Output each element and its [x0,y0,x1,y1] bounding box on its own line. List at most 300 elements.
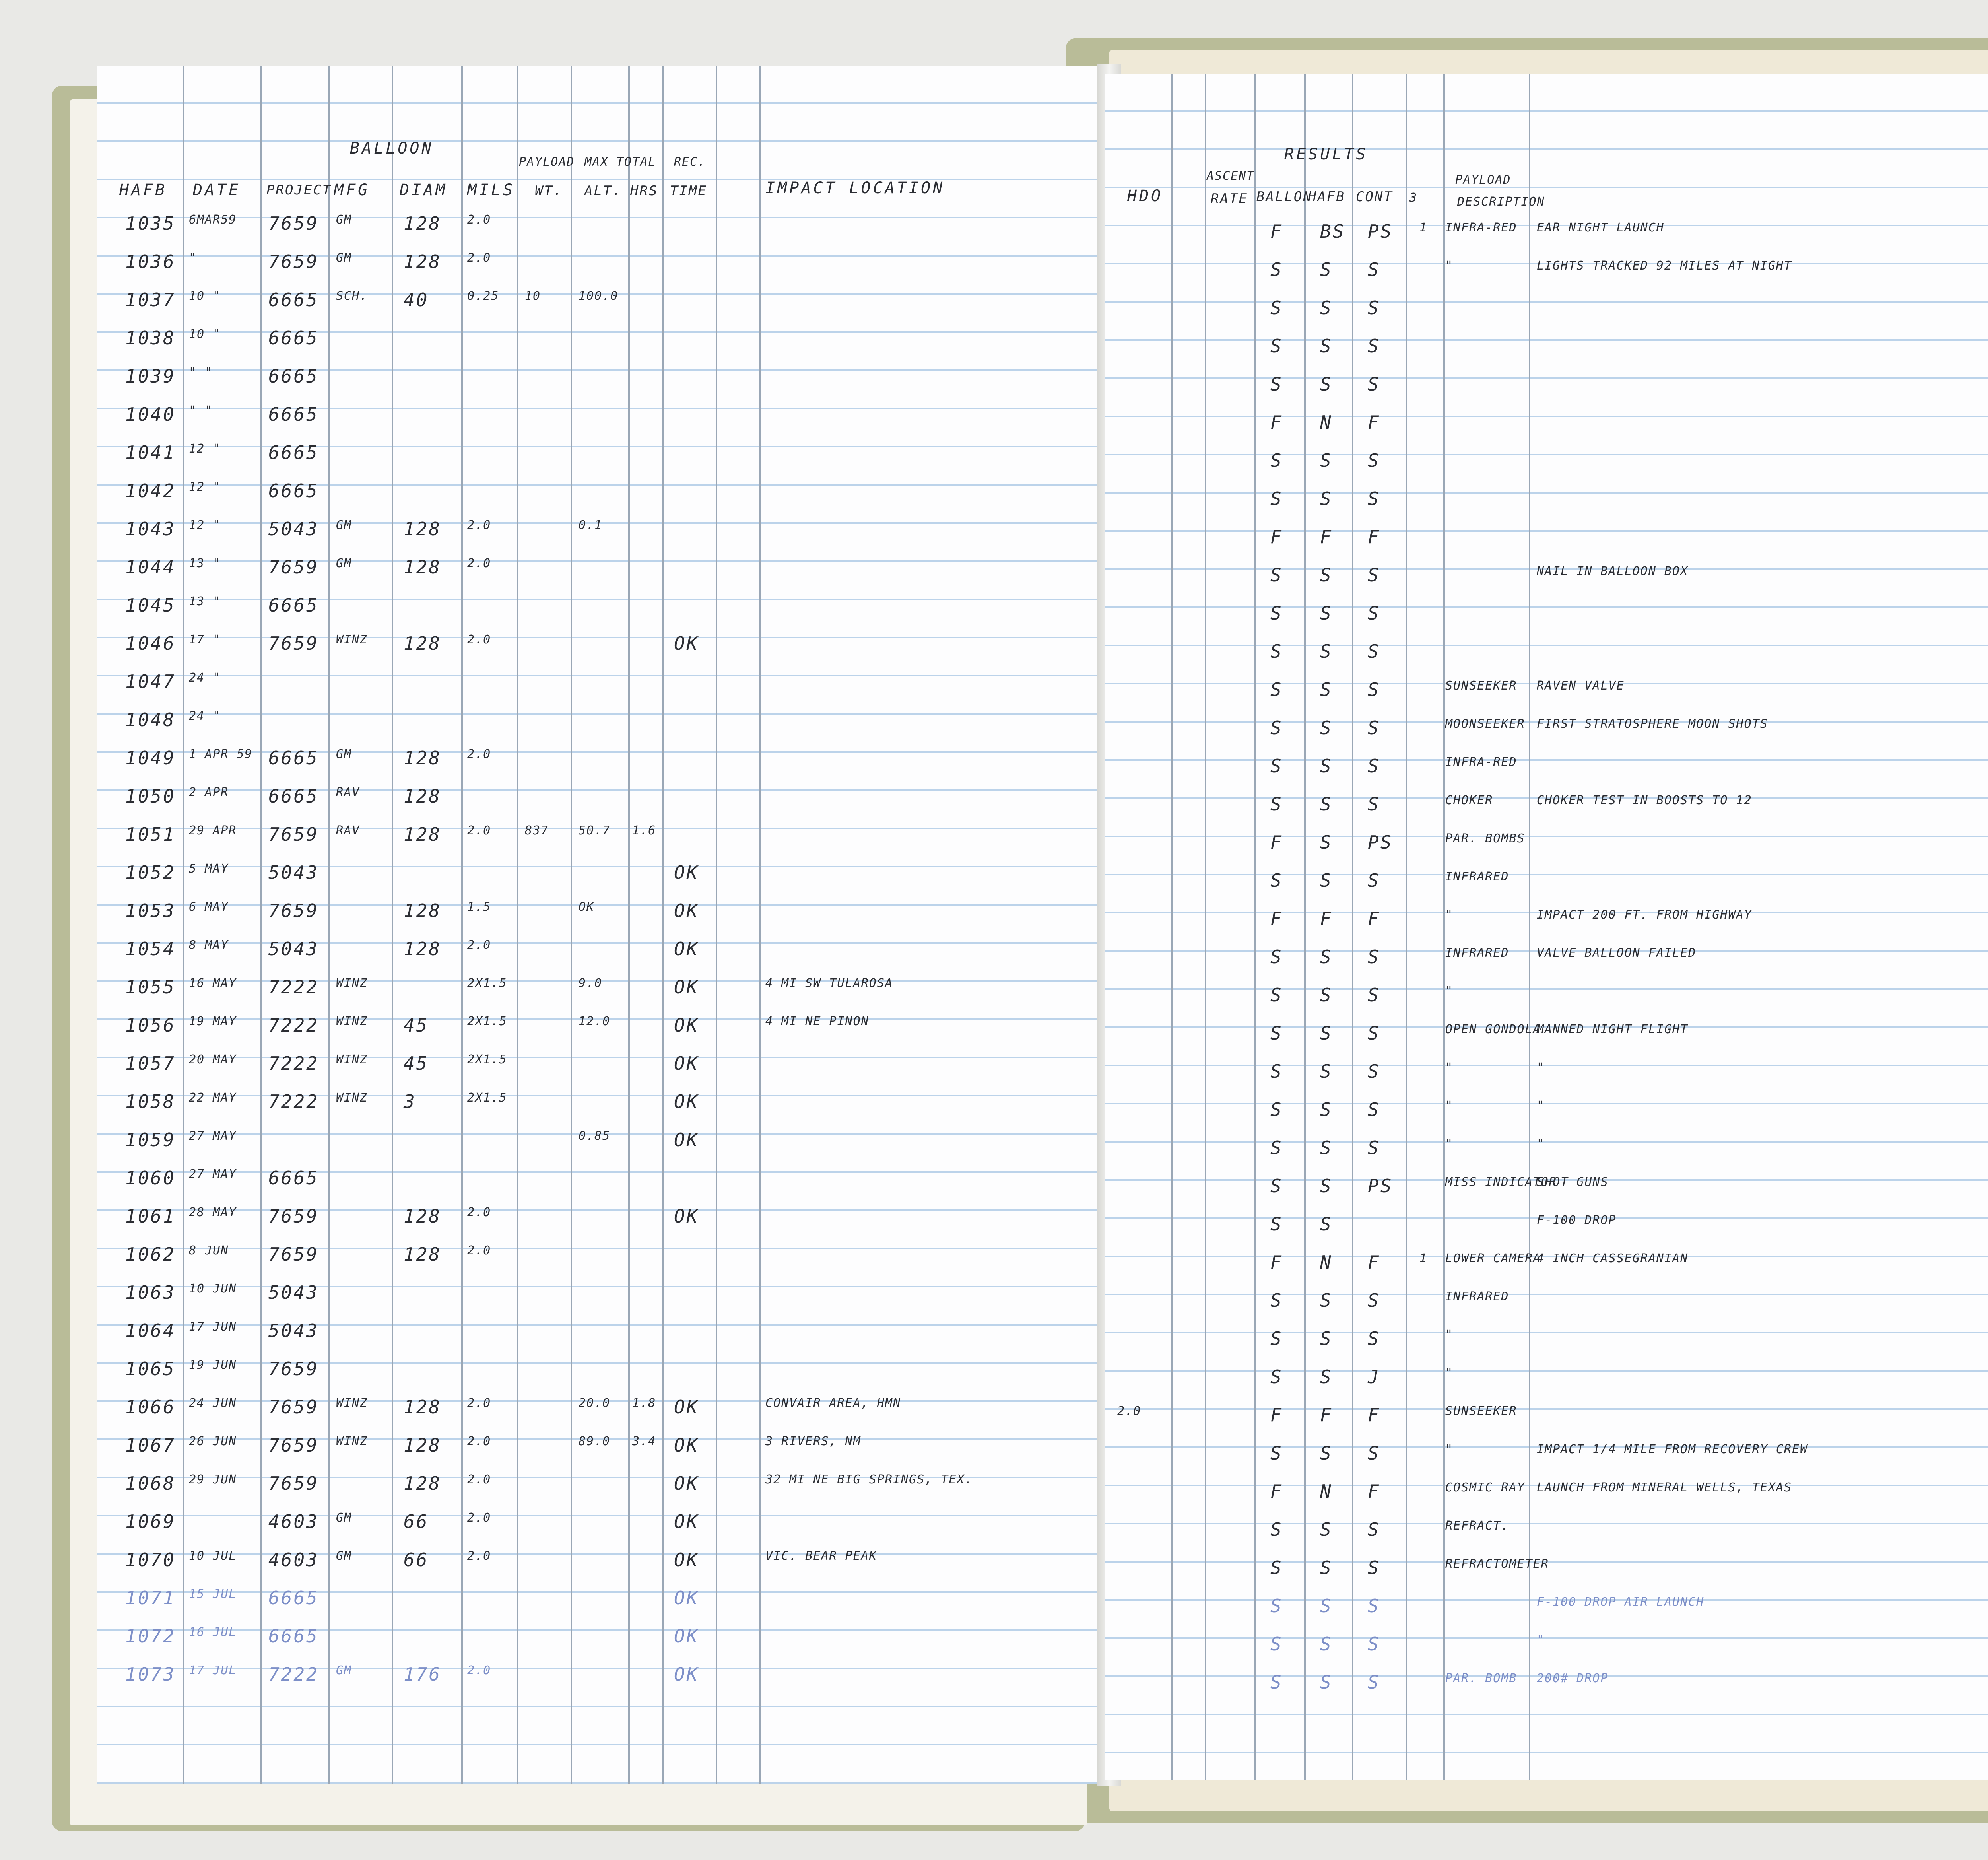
entry-mfg: WINZ [336,976,368,990]
entry-number: 1050 [125,785,176,807]
result-payload: CHOKER [1445,793,1493,807]
result-payload: " [1445,984,1454,998]
entry-diam: 128 [404,1434,442,1456]
entry-number: 1047 [125,671,176,692]
entry-number: 1037 [125,289,176,311]
entry-date: 12 " [189,442,221,456]
entry-rec-time: OK [674,633,699,654]
result-payload: " [1445,259,1454,273]
result-hafb: N [1320,412,1333,433]
entry-rec-time: OK [674,1473,699,1494]
result-cont: PS [1368,1175,1393,1197]
entry-diam: 40 [404,289,429,311]
entry-date: 17 JUL [189,1664,237,1677]
entry-project: 7659 [268,251,319,272]
entry-number: 1044 [125,556,176,578]
entry-project: 7222 [268,976,319,998]
result-description: MANNED NIGHT FLIGHT [1537,1022,1689,1036]
entry-number: 1056 [125,1015,176,1036]
entry-project: 7659 [268,1244,319,1265]
entry-diam: 128 [404,633,442,654]
column-rule [1171,74,1173,1780]
entry-project: 5043 [268,938,319,960]
entry-date: 22 MAY [189,1091,237,1105]
entry-mfg: GM [336,518,352,532]
header-payload-bottom: WT. [535,183,563,199]
entry-project: 7659 [268,1205,319,1227]
result-description: FIRST STRATOSPHERE MOON SHOTS [1537,717,1768,731]
result-cont: J [1368,1366,1380,1388]
entry-total-hrs: 3.4 [632,1434,656,1448]
result-cont: S [1368,984,1380,1006]
balloon-group-label: BALLOON [350,139,434,157]
entry-mils: 2X1.5 [467,976,507,990]
entry-diam: 45 [404,1053,429,1074]
entry-mils: 2.0 [467,824,491,838]
entry-date: 24 " [189,709,221,723]
entry-diam: 128 [404,785,442,807]
header-project: PROJECT [266,182,332,198]
entry-project: 6665 [268,1587,319,1609]
entry-project: 7222 [268,1053,319,1074]
result-description: EAR NIGHT LAUNCH [1537,221,1664,235]
entry-impact-location: 4 MI SW TULAROSA [765,976,893,990]
entry-max-alt: 9.0 [579,976,603,990]
entry-mils: 2.0 [467,1549,491,1563]
entry-date: 6MAR59 [189,213,237,227]
entry-max-alt: 12.0 [579,1015,611,1028]
entry-project: 6665 [268,1167,319,1189]
entry-mfg: GM [336,213,352,227]
entry-number: 1045 [125,595,176,616]
entry-number: 1038 [125,327,176,349]
header-payload-top: PAYLOAD [519,155,575,169]
column-rule [1304,74,1306,1780]
entry-mils: 2.0 [467,747,491,761]
entry-diam: 3 [404,1091,416,1112]
entry-number: 1041 [125,442,176,463]
result-hafb: S [1320,488,1333,509]
result-cont: F [1368,1404,1380,1426]
entry-number: 1071 [125,1587,176,1609]
result-hafb: S [1320,755,1333,777]
entry-number: 1057 [125,1053,176,1074]
result-hafb: S [1320,1175,1333,1197]
entry-rec-time: OK [674,1549,699,1570]
entry-mils: 2.0 [467,1396,491,1410]
entry-project: 6665 [268,365,319,387]
entry-project: 4603 [268,1549,319,1570]
result-balloon: F [1270,832,1283,853]
entry-date: 10 JUN [189,1282,237,1296]
column-rule [1443,74,1445,1780]
entry-date: 29 JUN [189,1473,237,1487]
entry-mfg: WINZ [336,1053,368,1067]
result-balloon: S [1270,755,1283,777]
result-balloon: F [1270,1481,1283,1502]
result-balloon: F [1270,526,1283,548]
header-max-top: MAX [584,155,609,169]
result-cont: PS [1368,832,1393,853]
result-description: " [1537,1061,1545,1075]
result-balloon: S [1270,1213,1283,1235]
entry-mils: 2.0 [467,1244,491,1257]
entry-diam: 128 [404,900,442,921]
result-cont: S [1368,793,1380,815]
column-rule [183,66,184,1784]
column-rule [662,66,664,1784]
result-hafb: S [1320,946,1333,968]
entry-mils: 2.0 [467,1664,491,1677]
entry-diam: 128 [404,556,442,578]
header-ascent-top: ASCENT [1207,169,1255,183]
result-description: 4 INCH CASSEGRANIAN [1537,1252,1689,1265]
entry-mils: 0.25 [467,289,499,303]
entry-project: 7659 [268,824,319,845]
entry-rec-time: OK [674,1205,699,1227]
entry-date: 10 " [189,327,221,341]
entry-date: 16 MAY [189,976,237,990]
entry-rec-time: OK [674,1587,699,1609]
result-balloon: S [1270,1671,1283,1693]
result-description: IMPACT 200 FT. FROM HIGHWAY [1537,908,1752,922]
entry-project: 6665 [268,404,319,425]
result-hafb: S [1320,450,1333,471]
result-description: " [1537,1633,1545,1647]
entry-diam: 128 [404,1205,442,1227]
header-extra: 3 [1409,191,1418,205]
header-hafb: HAFB [119,181,167,199]
result-payload: MISS INDICATOR [1445,1175,1557,1189]
result-balloon: S [1270,1061,1283,1082]
entry-diam: 128 [404,213,442,234]
result-hafb: S [1320,373,1333,395]
column-rule [716,66,717,1784]
entry-diam: 128 [404,824,442,845]
entry-diam: 128 [404,1396,442,1418]
entry-mils: 2X1.5 [467,1015,507,1028]
entry-number: 1039 [125,365,176,387]
entry-date: " " [189,365,213,379]
results-group-label: RESULTS [1284,145,1368,163]
result-payload: INFRARED [1445,870,1509,884]
result-payload: " [1445,1099,1454,1113]
result-balloon: S [1270,450,1283,471]
column-rule [1529,74,1530,1780]
result-balloon: S [1270,984,1283,1006]
result-cont: S [1368,1328,1380,1349]
entry-date: 10 JUL [189,1549,237,1563]
entry-mils: 2.0 [467,1511,491,1525]
result-cont: S [1368,335,1380,357]
result-hafb: S [1320,1061,1333,1082]
result-payload: SUNSEEKER [1445,1404,1517,1418]
result-hafb: S [1320,603,1333,624]
entry-rec-time: OK [674,1396,699,1418]
result-payload: PAR. BOMB [1445,1671,1517,1685]
column-rule [517,66,518,1784]
result-balloon: S [1270,641,1283,662]
entry-number: 1042 [125,480,176,501]
result-description: LIGHTS TRACKED 92 MILES AT NIGHT [1537,259,1792,273]
entry-date: 10 " [189,289,221,303]
entry-project: 6665 [268,747,319,769]
entry-mils: 2.0 [467,251,491,265]
result-balloon: S [1270,259,1283,280]
entry-payload-wt: 10 [525,289,541,303]
result-cont: PS [1368,221,1393,242]
result-cont: S [1368,1671,1380,1693]
entry-impact-location: 4 MI NE PINON [765,1015,869,1028]
result-cont: S [1368,641,1380,662]
header-rec-bottom: TIME [670,183,707,199]
entry-date: 24 " [189,671,221,685]
column-rule [328,66,330,1784]
result-cont: S [1368,564,1380,586]
result-cont: S [1368,488,1380,509]
result-balloon: S [1270,793,1283,815]
result-balloon: F [1270,412,1283,433]
entry-date: 1 APR 59 [189,747,253,761]
result-payload: " [1445,1328,1454,1342]
entry-date: 29 APR [189,824,237,838]
result-hafb: S [1320,1137,1333,1158]
result-hafb: S [1320,1633,1333,1655]
result-cont: S [1368,1137,1380,1158]
entry-date: 5 MAY [189,862,229,876]
result-balloon: S [1270,1595,1283,1617]
entry-number: 1048 [125,709,176,731]
entry-mfg: RAV [336,785,360,799]
result-hdo: 2.0 [1117,1404,1142,1418]
result-balloon: S [1270,1022,1283,1044]
entry-mfg: WINZ [336,1434,368,1448]
result-payload: PAR. BOMBS [1445,832,1525,845]
entry-rec-time: OK [674,1091,699,1112]
column-rule [1205,74,1206,1780]
right-page [1105,74,1988,1780]
entry-diam: 66 [404,1549,429,1570]
header-ascent-bottom: RATE [1211,191,1248,207]
entry-payload-wt: 837 [525,824,549,838]
entry-date: 17 " [189,633,221,647]
entry-mfg: WINZ [336,1015,368,1028]
entry-diam: 45 [404,1015,429,1036]
entry-mils: 2.0 [467,213,491,227]
result-balloon: S [1270,1366,1283,1388]
entry-number: 1035 [125,213,176,234]
result-hafb: S [1320,1328,1333,1349]
entry-rec-time: OK [674,1053,699,1074]
result-payload: INFRARED [1445,1290,1509,1304]
entry-number: 1065 [125,1358,176,1380]
entry-project: 6665 [268,327,319,349]
entry-date: 12 " [189,518,221,532]
entry-rec-time: OK [674,938,699,960]
result-balloon: F [1270,221,1283,242]
entry-mils: 2.0 [467,938,491,952]
entry-rec-time: OK [674,976,699,998]
entry-date: " [189,251,197,265]
result-hafb: F [1320,526,1333,548]
header-payload-top: PAYLOAD [1455,173,1511,187]
result-hafb: S [1320,1213,1333,1235]
entry-date: 13 " [189,595,221,608]
entry-date: 26 JUN [189,1434,237,1448]
entry-diam: 128 [404,938,442,960]
header-mfg: MFG [334,181,370,199]
result-cont: S [1368,679,1380,700]
entry-rec-time: OK [674,1129,699,1151]
column-rule [628,66,630,1784]
result-hafb: BS [1320,221,1345,242]
result-cont: S [1368,259,1380,280]
entry-number: 1061 [125,1205,176,1227]
result-payload: INFRA-RED [1445,221,1517,235]
entry-mfg: RAV [336,824,360,838]
header-date: DATE [193,181,241,199]
entry-mfg: WINZ [336,1396,368,1410]
result-hafb: S [1320,793,1333,815]
result-extra: 1 [1419,221,1428,235]
result-payload: OPEN GONDOLA [1445,1022,1541,1036]
entry-project: 7659 [268,556,319,578]
entry-mils: 1.5 [467,900,491,914]
entry-date: 6 MAY [189,900,229,914]
result-description: " [1537,1099,1545,1113]
header-hafb-result: HAFB [1308,189,1345,205]
entry-number: 1072 [125,1625,176,1647]
result-hafb: S [1320,679,1333,700]
result-cont: S [1368,717,1380,739]
entry-project: 5043 [268,862,319,883]
header-hdo: HDO [1127,187,1163,205]
entry-project: 7659 [268,1358,319,1380]
result-balloon: S [1270,1290,1283,1311]
result-cont: S [1368,1519,1380,1540]
result-balloon: S [1270,1557,1283,1578]
header-total-top: TOTAL [616,155,656,169]
result-hafb: S [1320,1595,1333,1617]
result-cont: S [1368,870,1380,891]
entry-project: 5043 [268,1282,319,1303]
entry-date: 19 MAY [189,1015,237,1028]
result-balloon: S [1270,1175,1283,1197]
entry-mfg: GM [336,747,352,761]
result-hafb: S [1320,641,1333,662]
entry-rec-time: OK [674,900,699,921]
result-payload: INFRARED [1445,946,1509,960]
entry-date: 8 MAY [189,938,229,952]
entry-number: 1066 [125,1396,176,1418]
entry-number: 1046 [125,633,176,654]
result-cont: S [1368,1290,1380,1311]
entry-project: 7659 [268,633,319,654]
result-cont: S [1368,1022,1380,1044]
result-description: SHOT GUNS [1537,1175,1609,1189]
result-balloon: F [1270,908,1283,929]
entry-number: 1064 [125,1320,176,1341]
entry-date: " " [189,404,213,418]
result-description: NAIL IN BALLOON BOX [1537,564,1689,578]
entry-date: 20 MAY [189,1053,237,1067]
result-payload: REFRACT. [1445,1519,1509,1533]
result-hafb: F [1320,1404,1333,1426]
entry-mils: 2.0 [467,1473,491,1487]
entry-number: 1043 [125,518,176,540]
result-hafb: S [1320,1519,1333,1540]
result-description: LAUNCH FROM MINERAL WELLS, TEXAS [1537,1481,1792,1495]
result-balloon: S [1270,603,1283,624]
result-description: F-100 DROP AIR LAUNCH [1537,1595,1705,1609]
entry-date: 24 JUN [189,1396,237,1410]
result-hafb: S [1320,297,1333,319]
result-balloon: F [1270,1252,1283,1273]
entry-mfg: GM [336,556,352,570]
result-balloon: S [1270,1519,1283,1540]
entry-project: 6665 [268,289,319,311]
entry-impact-location: 32 MI NE BIG SPRINGS, TEX. [765,1473,973,1487]
result-description: 200# DROP [1537,1671,1609,1685]
entry-project: 6665 [268,442,319,463]
entry-max-alt: 100.0 [579,289,619,303]
entry-project: 6665 [268,595,319,616]
result-balloon: S [1270,1442,1283,1464]
result-cont: F [1368,908,1380,929]
entry-max-alt: 0.1 [579,518,603,532]
result-description: CHOKER TEST IN BOOSTS TO 12 [1537,793,1752,807]
entry-number: 1053 [125,900,176,921]
result-payload: INFRA-RED [1445,755,1517,769]
result-cont: F [1368,526,1380,548]
entry-rec-time: OK [674,862,699,883]
result-description: F-100 DROP [1537,1213,1617,1227]
entry-max-alt: 50.7 [579,824,611,838]
result-payload: " [1445,1442,1454,1456]
result-cont: S [1368,1442,1380,1464]
entry-number: 1055 [125,976,176,998]
column-rule [1254,74,1256,1780]
header-ballon: BALLON [1256,189,1312,205]
result-cont: S [1368,450,1380,471]
entry-max-alt: 20.0 [579,1396,611,1410]
result-cont: S [1368,755,1380,777]
column-rule [759,66,761,1784]
entry-mfg: GM [336,251,352,265]
result-hafb: S [1320,1557,1333,1578]
entry-project: 7222 [268,1091,319,1112]
entry-date: 27 MAY [189,1167,237,1181]
entry-number: 1067 [125,1434,176,1456]
result-hafb: S [1320,984,1333,1006]
entry-max-alt: 0.85 [579,1129,611,1143]
entry-impact-location: CONVAIR AREA, HMN [765,1396,901,1410]
result-hafb: S [1320,1366,1333,1388]
entry-date: 15 JUL [189,1587,237,1601]
entry-number: 1070 [125,1549,176,1570]
entry-impact-location: 3 RIVERS, NM [765,1434,861,1448]
entry-mils: 2.0 [467,633,491,647]
result-balloon: S [1270,946,1283,968]
result-hafb: F [1320,908,1333,929]
entry-project: 7659 [268,1396,319,1418]
entry-total-hrs: 1.6 [632,824,656,838]
header-cont: CONT [1356,189,1393,205]
entry-project: 7659 [268,213,319,234]
entry-number: 1049 [125,747,176,769]
entry-mils: 2X1.5 [467,1091,507,1105]
result-cont: S [1368,1595,1380,1617]
